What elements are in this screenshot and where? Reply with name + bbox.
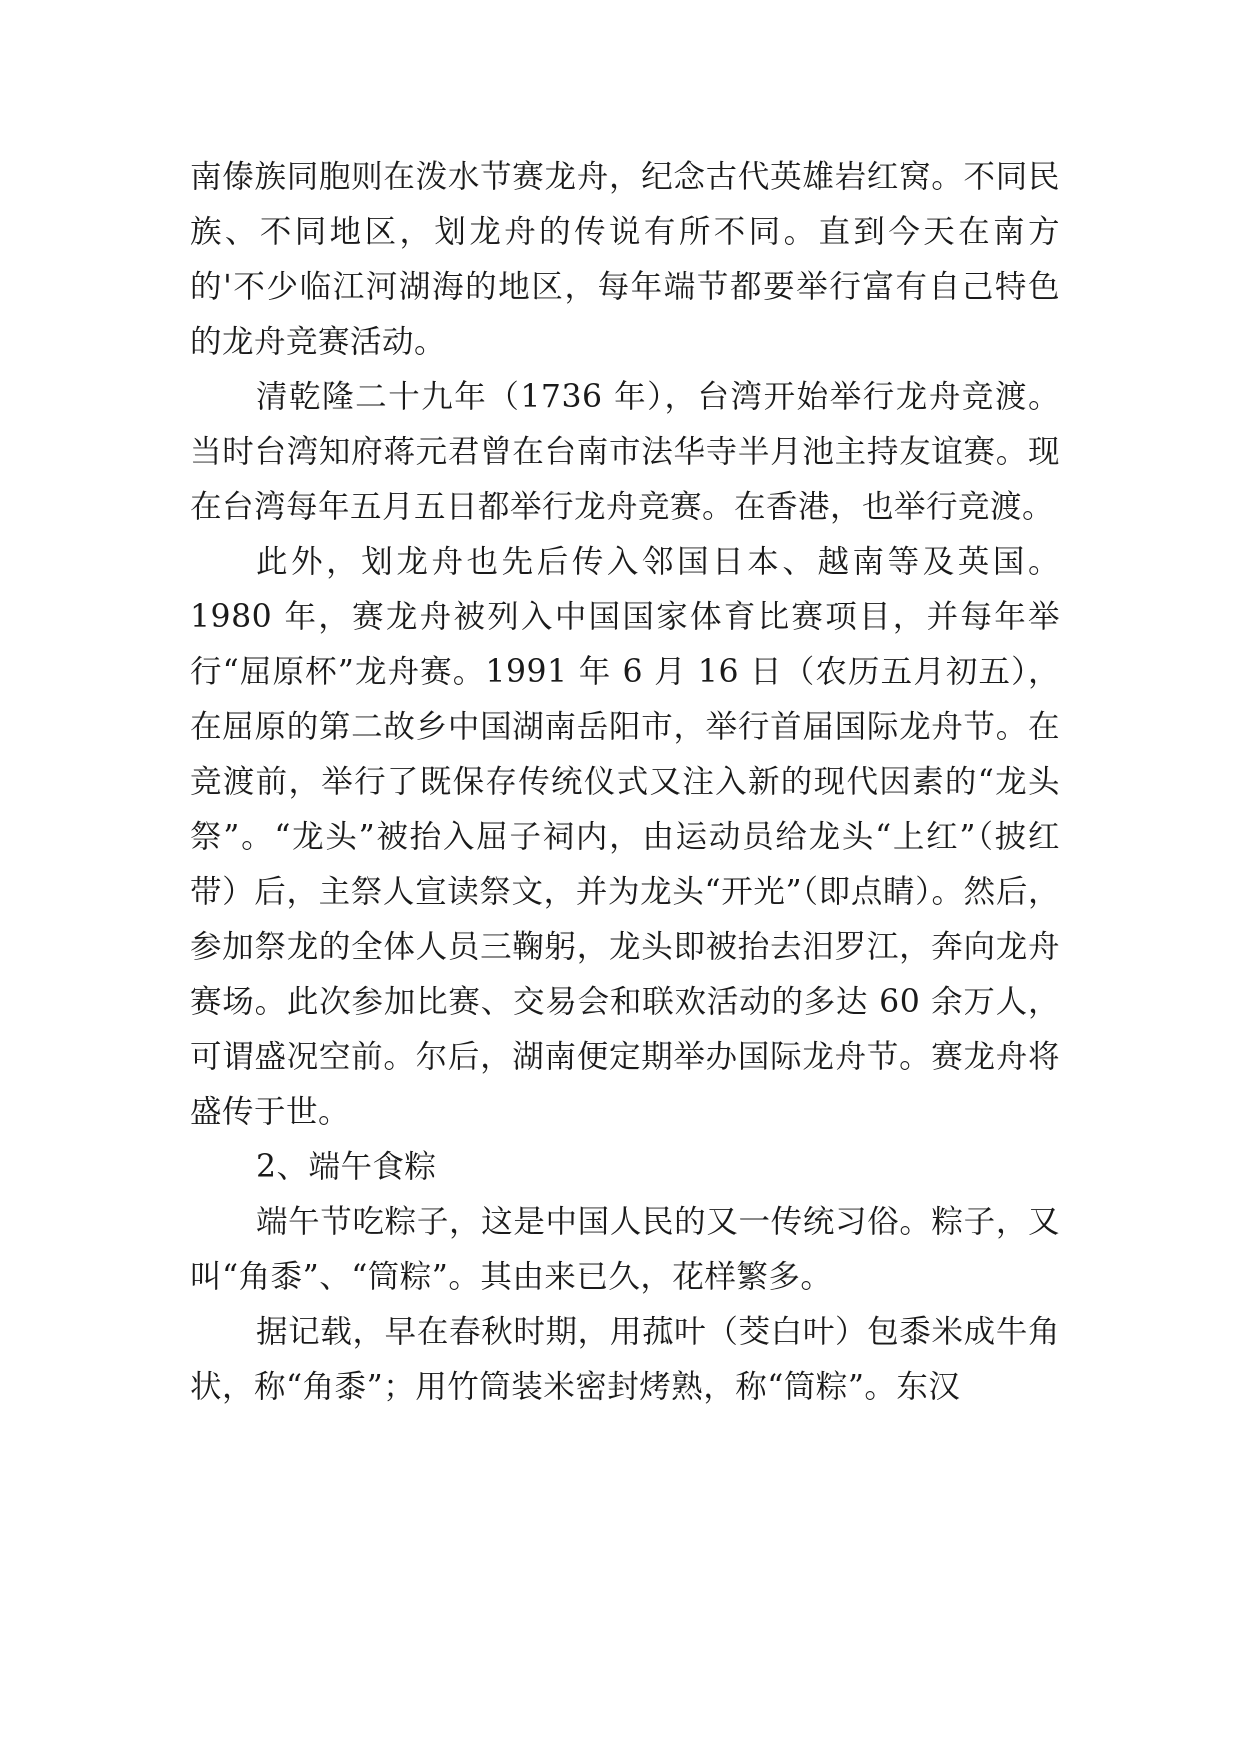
paragraph-dragon-boat-traditions: 南傣族同胞则在泼水节赛龙舟，纪念古代英雄岩红窝。不同民族、不同地区，划龙舟的传说有所不同。直到今天在南方的'不少临江河湖海的地区，每年端节都要举行富有自己特色的龙舟竞赛活动。	[190, 159, 1060, 360]
section-heading-zongzi: 2、端午食粽	[256, 1149, 437, 1185]
paragraph-zongzi-history: 据记载，早在春秋时期，用菰叶（茭白叶）包黍米成牛角状，称“角黍”；用竹筒装米密封烤熟，称“筒粽”。东汉	[190, 1314, 1060, 1405]
document-body	[190, 150, 1060, 1415]
paragraph-taiwan-races: 清乾隆二十九年（1736 年），台湾开始举行龙舟竞渡。当时台湾知府蒋元君曾在台南市法华寺半月池主持友谊赛。现在台湾每年五月五日都举行龙舟竞赛。在香港，也举行竞渡。	[190, 379, 1060, 525]
paragraph-international-festival: 此外，划龙舟也先后传入邻国日本、越南等及英国。1980 年，赛龙舟被列入中国国家体育比赛项目，并每年举行“屈原杯”龙舟赛。1991 年 6 月 16 日（农历五月初五），在屈原的第二故乡中国湖南岳阳市，举行首届国际龙舟节。在竞渡前，举行了既保存传统仪式又注入新的现代因素的“龙头祭”。“龙头”被抬入屈子祠内，由运动员给龙头“上红”（披红带）后，主祭人宣读祭文，并为龙头“开光”（即点睛）。然后，参加祭龙的全体人员三鞠躬，龙头即被抬去汨罗江，奔向龙舟赛场。此次参加比赛、交易会和联欢活动的多达 60 余万人，可谓盛况空前。尔后，湖南便定期举办国际龙舟节。赛龙舟将盛传于世。	[190, 544, 1060, 1130]
paragraph-zongzi-custom: 端午节吃粽子，这是中国人民的又一传统习俗。粽子，又叫“角黍”、“筒粽”。其由来已久，花样繁多。	[190, 1204, 1060, 1295]
